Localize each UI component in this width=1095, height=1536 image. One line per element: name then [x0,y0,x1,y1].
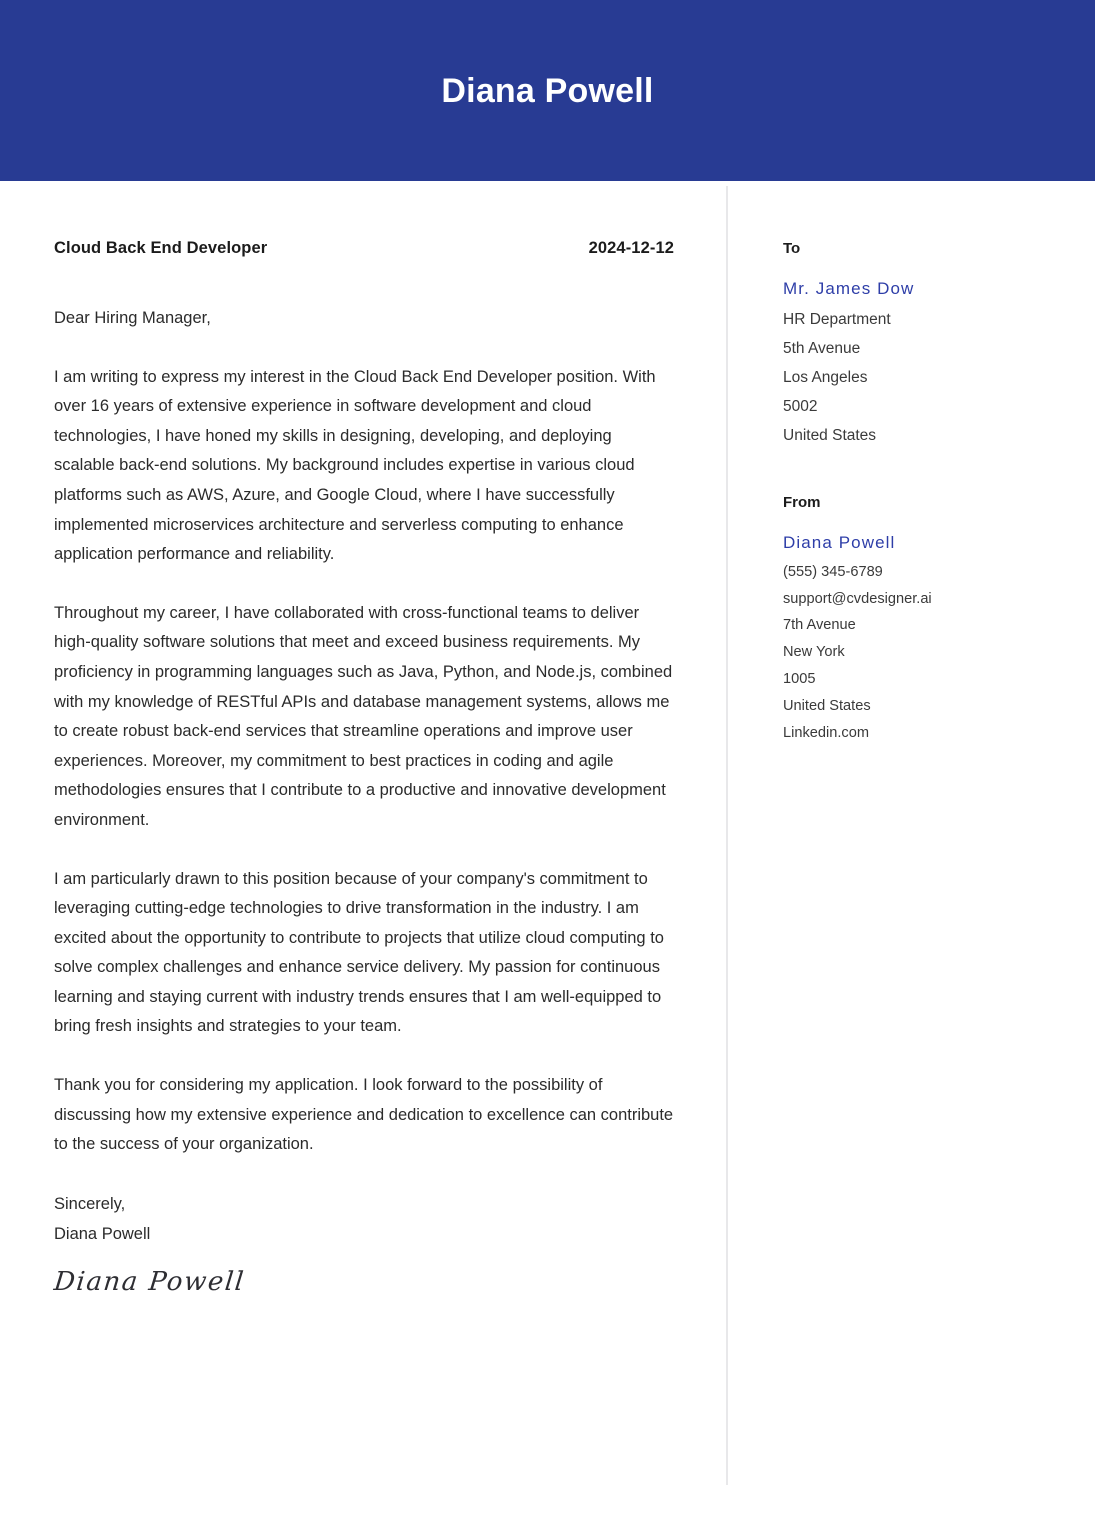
contact-phone: (555) 345-6789 [783,563,883,580]
signature: Diana Powell [52,1266,247,1297]
from-label: From [783,493,821,511]
salutation: Dear Hiring Manager, [54,309,211,327]
address-line: Los Angeles [783,368,868,386]
address-line: 5th Avenue [783,339,861,357]
letter-paragraph: Thank you for considering my application. I look forward to the possibility of discussing how my extensive experience and dedication to excellence can contribute to the success of your organization. [54,1076,674,1154]
column-divider [726,186,728,1485]
page-title: Diana Powell [441,71,654,110]
sender-contact [783,559,1053,747]
address-line: United States [783,697,871,714]
address-line: New York [783,644,845,661]
letter-paragraph: I am writing to express my interest in the Cloud Back End Developer position. With over 16 years of extensive experience in software development and cloud technologies, I have honed my skills in designing, developing, and deploying scalable back-end solutions. My background includes expertise in various cloud platforms such as AWS, Azure, and Google Cloud, where I have successfully implemented microservices architecture and serverless computing to enhance application performance and reliability. [54,367,656,564]
recipient-address [783,305,1053,450]
letter-date: 2024-12-12 [588,239,674,257]
address-sidebar [783,181,1053,746]
letter-paragraph: I am particularly drawn to this position because of your company's commitment to leveraging cutting-edge technologies to drive transformation in the industry. I am excited about the opportunity to contribute to projects that utilize cloud computing to solve complex challenges and enhance service delivery. My passion for continuous learning and staying current with industry trends ensures that I am well-equipped to bring fresh insights and strategies to your team. [54,869,664,1036]
letter-content [0,181,1095,1536]
closing-block [54,1189,674,1249]
letter-paragraph: Throughout my career, I have collaborated with cross-functional teams to deliver high-quality software solutions that meet and exceed business requirements. My proficiency in programming languages such as Java, Python, and Node.js, combined with my knowledge of RESTful APIs and database management systems, allows me to create robust back-end services that streamline operations and improve user experiences. Moreover, my commitment to best practices in coding and agile methodologies ensures that I contribute to a productive and innovative development environment. [54,603,673,829]
job-title: Cloud Back End Developer [54,239,268,257]
address-line: 5002 [783,397,818,415]
address-line: HR Department [783,310,891,328]
address-line: 1005 [783,671,816,688]
recipient-name: Mr. James Dow [783,279,915,298]
letter-body [54,181,674,1298]
closing-phrase: Sincerely, [54,1194,126,1213]
contact-email: support@cvdesigner.ai [783,590,932,607]
header-banner [0,0,1095,181]
closing-name: Diana Powell [54,1224,151,1243]
address-line: United States [783,426,877,444]
to-label: To [783,240,801,257]
contact-linkedin: Linkedin.com [783,724,869,741]
address-line: 7th Avenue [783,617,856,634]
letter-header-row [54,239,674,258]
sender-name: Diana Powell [783,532,896,552]
